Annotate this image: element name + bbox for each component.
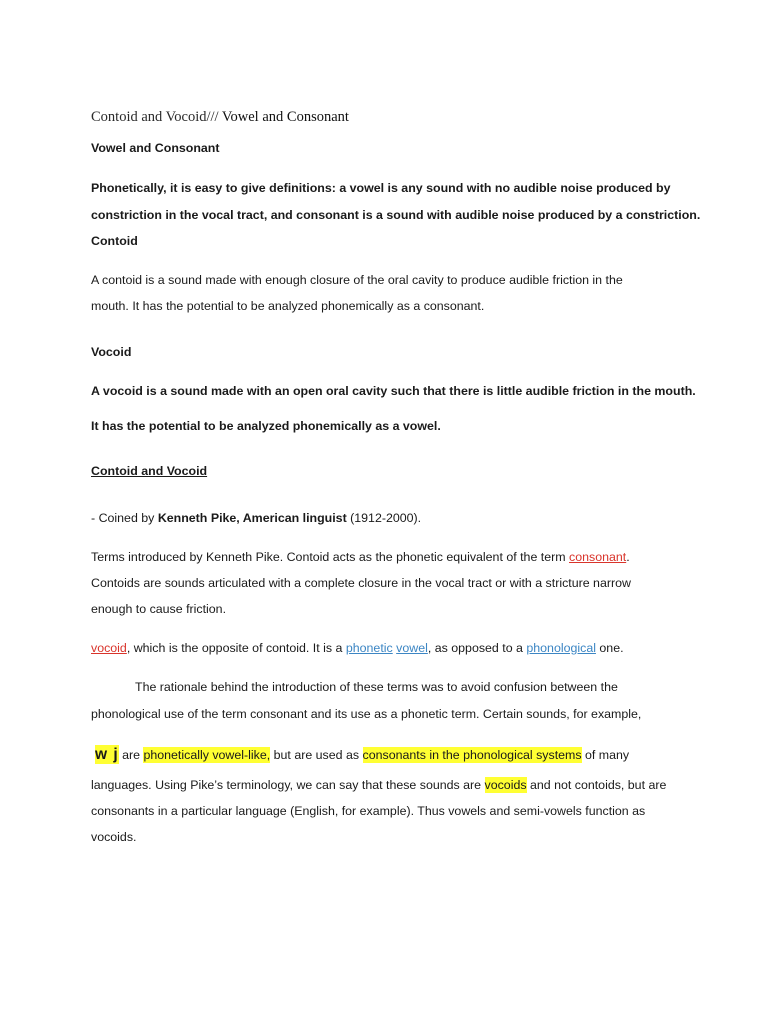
vocoid-def-line-2: It has the potential to be analyzed phonemically as a vowel. [91, 419, 441, 433]
intro-line-2: constriction in the vocal tract, and consonant is a sound with audible noise produced by a constriction. [91, 208, 701, 222]
coined-prefix: - Coined by [91, 511, 158, 525]
coined-line [91, 512, 421, 524]
heading-vocoid: Vocoid [91, 345, 132, 359]
languages-line-3: vocoids. [91, 830, 137, 844]
coined-name: Kenneth Pike, American linguist [157, 511, 347, 525]
highlight-consonants-phonological: consonants in the phonological systems [362, 748, 582, 762]
terms-line-1 [91, 551, 630, 563]
wj-mid: but are used as [270, 748, 363, 762]
vocoid-line-text2: , as opposed to a [427, 641, 527, 655]
languages-line1-pre: languages. Using Pike’s terminology, we can say that these sounds are [91, 778, 485, 792]
rationale-line-1: The rationale behind the introduction of these terms was to avoid confusion between the [135, 680, 618, 694]
languages-line-2: consonants in a particular language (English, for example). Thus vowels and semi-vowels function as [91, 804, 646, 818]
document-title [91, 110, 349, 125]
consonant-link[interactable]: consonant [569, 550, 627, 564]
terms-line-2: Contoids are sounds articulated with a complete closure in the vocal tract or with a stricture narrow [91, 576, 631, 590]
title-part1: Contoid and Vocoid/// [91, 109, 219, 125]
heading-vowel-consonant: Vowel and Consonant [91, 141, 220, 155]
contoid-def-line-1: A contoid is a sound made with enough closure of the oral cavity to produce audible friction in the [91, 273, 623, 287]
vocoid-def-line-1: A vocoid is a sound made with an open oral cavity such that there is little audible friction in the mouth. [91, 384, 696, 398]
wj-line [95, 747, 629, 763]
vowel-link[interactable]: vowel [396, 641, 428, 655]
vocoid-line [91, 642, 624, 654]
heading-contoid: Contoid [91, 234, 138, 248]
languages-line-1 [91, 779, 666, 791]
terms-line1-post: . [626, 550, 630, 564]
terms-line1-pre: Terms introduced by Kenneth Pike. Contoid acts as the phonetic equivalent of the term [91, 550, 570, 564]
wj-end: of many [581, 748, 630, 762]
coined-suffix: (1912-2000). [346, 511, 422, 525]
phonological-link[interactable]: phonological [526, 641, 596, 655]
languages-line1-post: and not contoids, but are [526, 778, 667, 792]
vocoid-link[interactable]: vocoid [91, 641, 127, 655]
terms-line-3: enough to cause friction. [91, 602, 227, 616]
wj-symbols: w j [95, 746, 119, 763]
wj-are: are [118, 748, 144, 762]
contoid-def-line-2: mouth. It has the potential to be analyzed phonemically as a consonant. [91, 299, 485, 313]
phonetic-link[interactable]: phonetic [345, 641, 393, 655]
highlight-vocoids: vocoids [484, 778, 527, 792]
vocoid-line-text3: one. [595, 641, 624, 655]
vocoid-line-text1: , which is the opposite of contoid. It is a [126, 641, 346, 655]
heading-contoid-and-vocoid: Contoid and Vocoid [91, 464, 208, 478]
intro-line-1: Phonetically, it is easy to give definitions: a vowel is any sound with no audible noise produced by [91, 181, 671, 195]
highlight-phonetically-vowel-like: phonetically vowel-like, [143, 748, 271, 762]
rationale-line-2: phonological use of the term consonant and its use as a phonetic term. Certain sounds, for example, [91, 707, 642, 721]
title-part2: Vowel and Consonant [218, 109, 349, 125]
